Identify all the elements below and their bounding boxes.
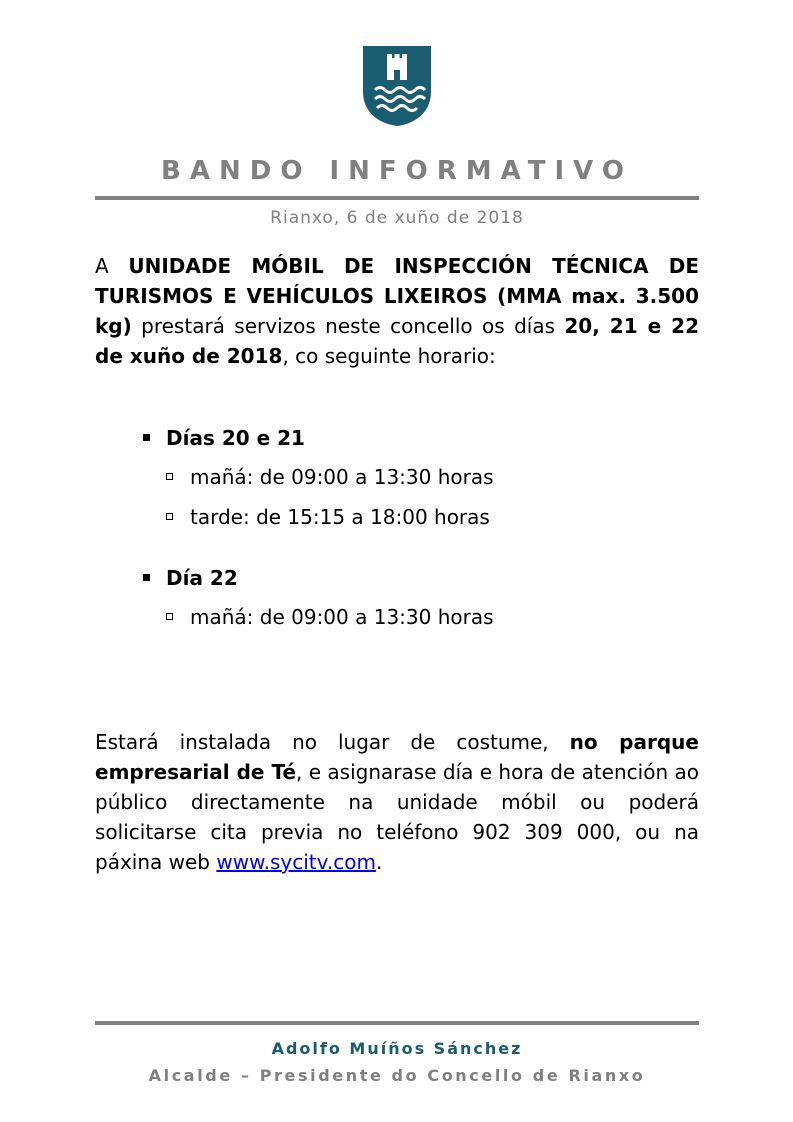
hollow-square-bullet-icon (166, 513, 173, 520)
document-title: BANDO INFORMATIVO (161, 156, 633, 186)
intro-paragraph: A UNIDADE MÓBIL DE INSPECCIÓN TÉCNICA DE TURISMOS E VEHÍCULOS LIXEIROS (MMA max. 3.500 kg) prestará servizos neste concello os días 20, 21 e 22 de xuño de 2018, co seguinte horario: (95, 254, 700, 368)
schedule-slot-item: tarde: de 15:15 a 18:00 horas (166, 505, 490, 529)
schedule-day-item: Día 22 (143, 566, 238, 590)
coat-of-arms-icon (363, 46, 431, 126)
title-divider (95, 196, 699, 200)
square-bullet-icon (143, 574, 150, 581)
signatory-role: Alcalde – Presidente do Concello de Rianxo (148, 1066, 646, 1085)
location-paragraph: Estará instalada no lugar de costume, no parque empresarial de Té, e asignarase día e hora de atención ao público directamente na unidade móbil ou poderá solicitarse cita previa no teléfono 902 309 000, ou na páxina web www.sycitv.com. (95, 730, 699, 874)
schedule-slot-item: mañá: de 09:00 a 13:30 horas (166, 605, 494, 629)
signature-divider (95, 1021, 699, 1025)
document-date: Rianxo, 6 de xuño de 2018 (270, 208, 524, 228)
schedule-slot-item: mañá: de 09:00 a 13:30 horas (166, 465, 494, 489)
website-link[interactable]: www.sycitv.com (216, 850, 376, 874)
hollow-square-bullet-icon (166, 473, 173, 480)
schedule-day-item: Días 20 e 21 (143, 426, 305, 450)
signatory-name: Adolfo Muíños Sánchez (271, 1039, 523, 1058)
square-bullet-icon (143, 434, 150, 441)
hollow-square-bullet-icon (166, 613, 173, 620)
